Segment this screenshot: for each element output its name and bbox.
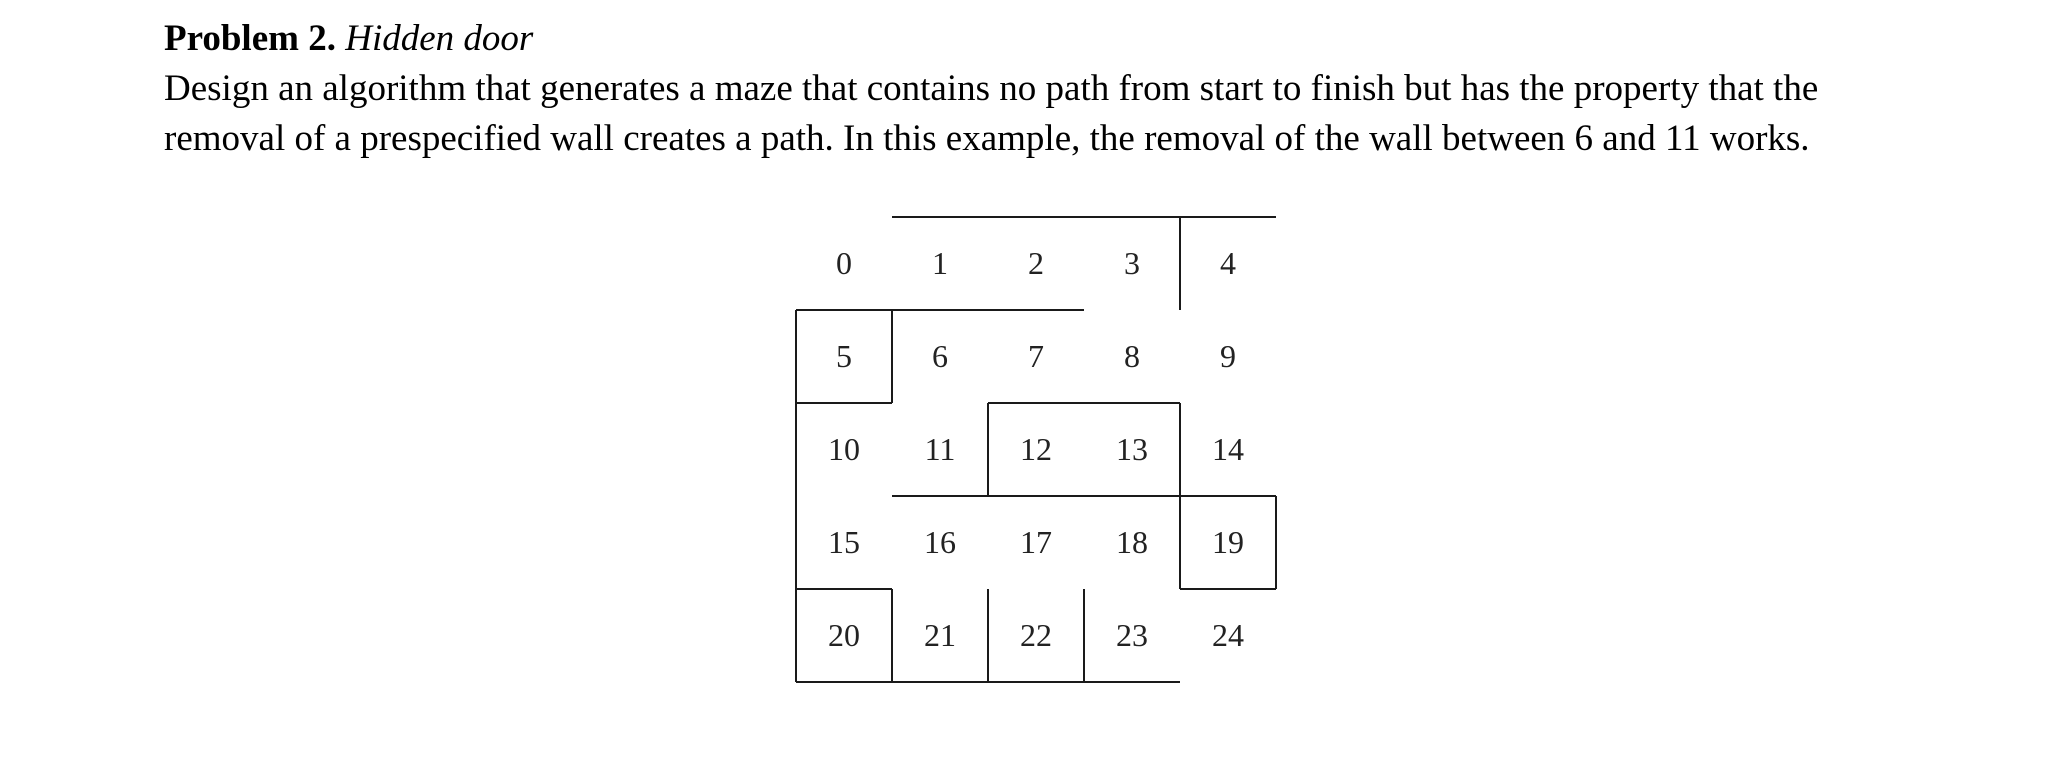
problem-document [164,14,2024,164]
maze-cell-9: 9 [1220,338,1236,374]
maze-cell-23: 23 [1116,617,1148,653]
maze-cell-1: 1 [932,245,948,281]
problem-title: Hidden door [345,18,534,59]
maze-cell-20: 20 [828,617,860,653]
maze-cell-0: 0 [836,245,852,281]
problem-heading [164,14,2024,64]
maze-figure [795,216,1280,686]
maze-cell-17: 17 [1020,524,1052,560]
description-line-2: removal of a prespecified wall creates a path. In this example, the removal of the wall between 6 and 11 works. [164,118,1810,159]
problem-description [164,64,2024,164]
maze-cell-11: 11 [924,431,956,467]
maze-cell-15: 15 [828,524,860,560]
maze-cell-14: 14 [1212,431,1244,467]
maze-cell-19: 19 [1212,524,1244,560]
maze-cell-24: 24 [1212,617,1244,653]
maze-cell-10: 10 [828,431,860,467]
maze-cell-16: 16 [924,524,956,560]
maze-cell-3: 3 [1124,245,1140,281]
maze-cell-7: 7 [1028,338,1044,374]
description-line-1: Design an algorithm that generates a maze that contains no path from start to finish but has the property that the [164,68,1819,109]
problem-label: Problem 2. [164,18,336,59]
maze-cell-6: 6 [932,338,948,374]
maze-cell-22: 22 [1020,617,1052,653]
maze-cell-13: 13 [1116,431,1148,467]
maze-cell-21: 21 [924,617,956,653]
maze-cell-2: 2 [1028,245,1044,281]
maze-cell-18: 18 [1116,524,1148,560]
maze-cell-8: 8 [1124,338,1140,374]
maze-cell-12: 12 [1020,431,1052,467]
maze-cell-4: 4 [1220,245,1236,281]
maze-cell-5: 5 [836,338,852,374]
